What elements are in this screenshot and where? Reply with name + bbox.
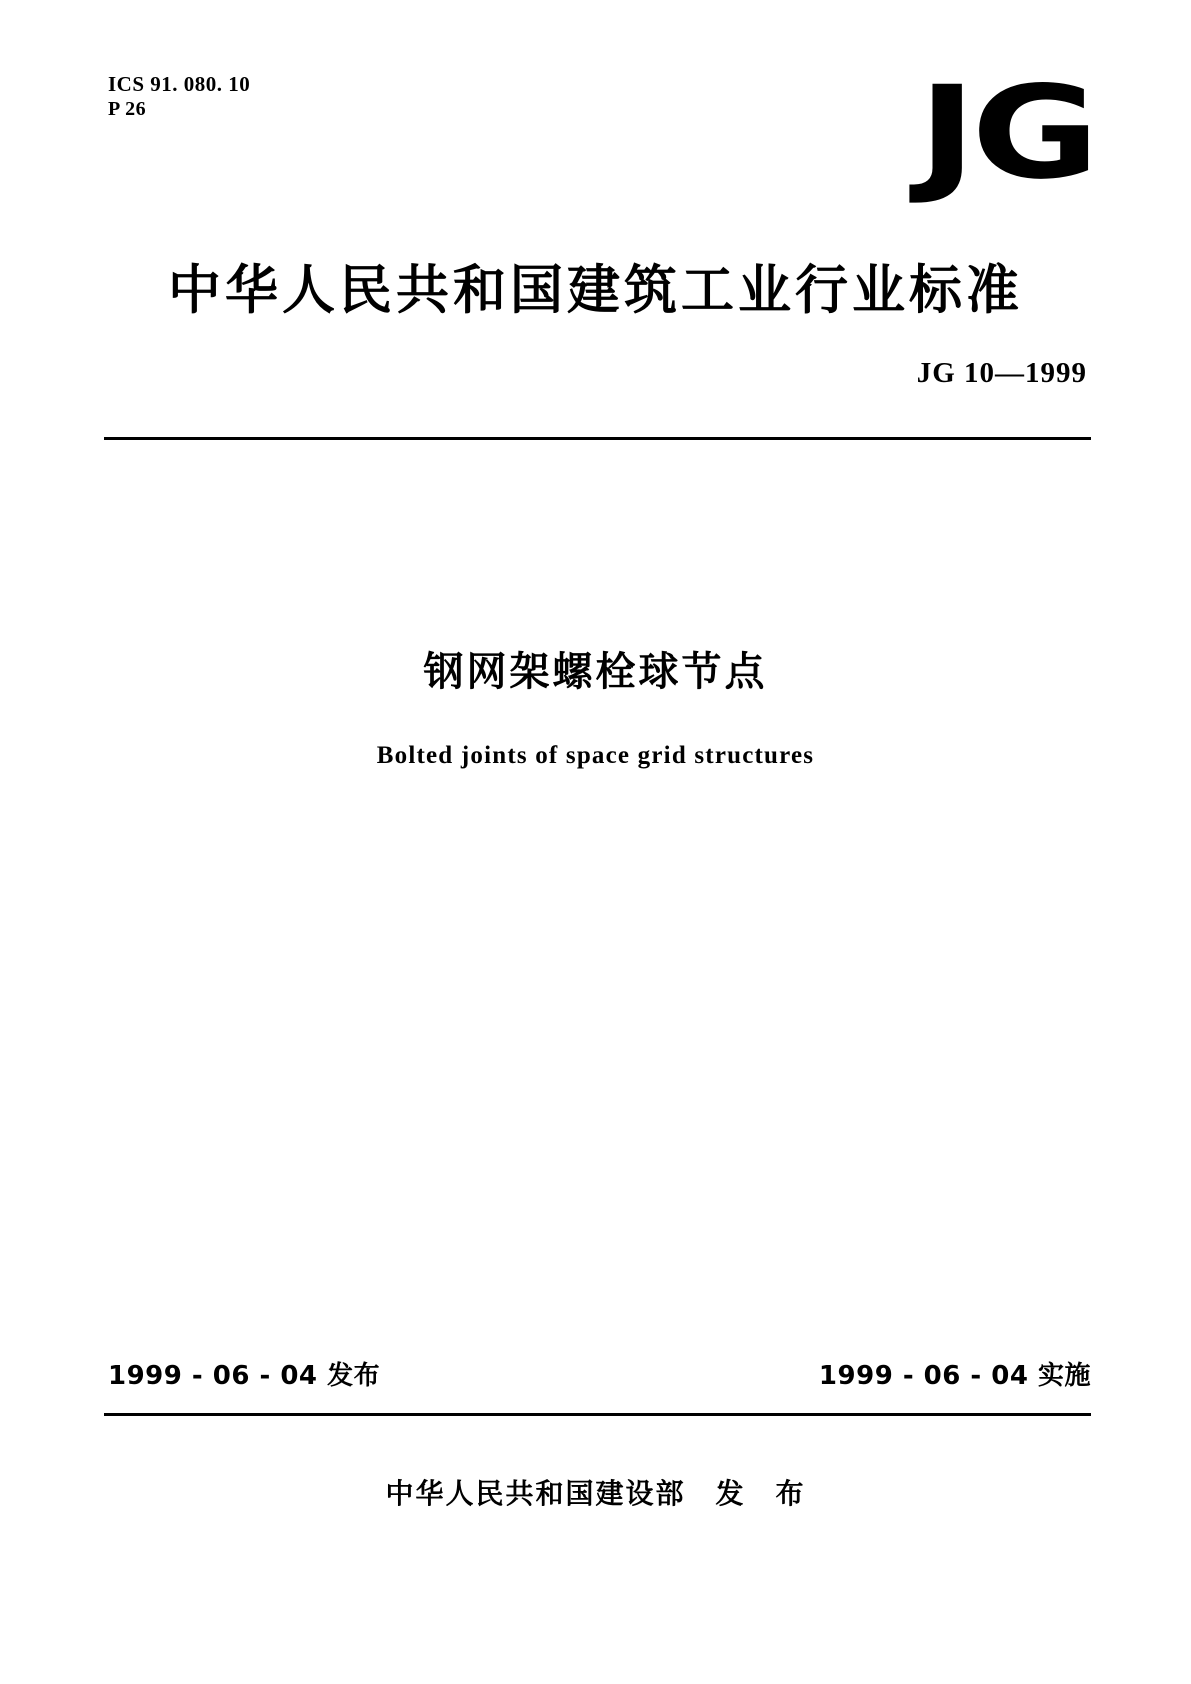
issue-date: 1999 - 06 - 04 发布 <box>108 1361 381 1391</box>
ics-code: ICS 91. 080. 10 <box>108 72 251 96</box>
publisher: 中华人民共和国建设部 发 布 <box>385 1477 806 1510</box>
standard-number: JG 10—1999 <box>916 357 1087 389</box>
ics-code-block <box>108 72 250 121</box>
standard-organization-title: 中华人民共和国建筑工业行业标准 <box>168 260 1023 321</box>
document-title-chinese: 钢网架螺栓球节点 <box>423 649 768 695</box>
document-title-english: Bolted joints of space grid structures <box>376 742 815 769</box>
jg-logo: JG <box>918 59 1095 208</box>
footer-divider-rule <box>104 1413 1091 1416</box>
classification-code: P 26 <box>108 97 147 120</box>
header-divider-rule <box>104 437 1091 440</box>
effective-date: 1999 - 06 - 04 实施 <box>818 1361 1091 1391</box>
